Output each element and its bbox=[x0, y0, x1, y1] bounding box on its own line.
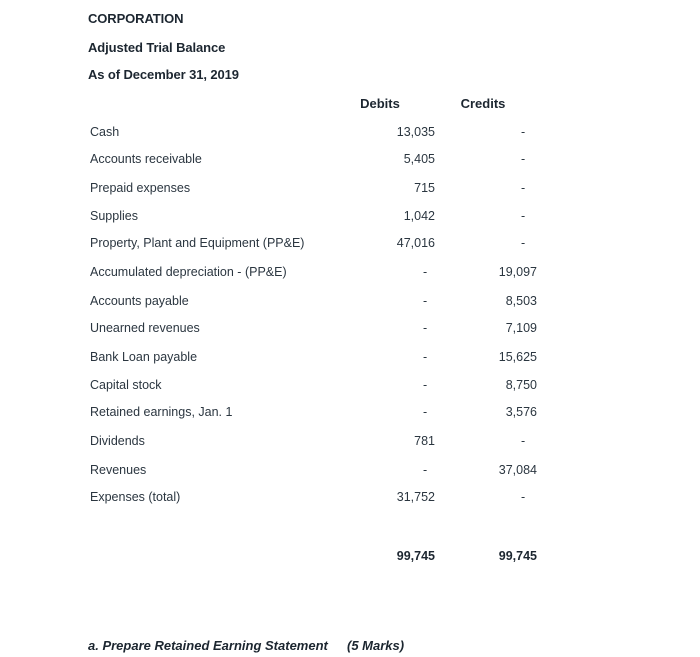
debit-value: - bbox=[423, 463, 428, 477]
account-name: Accounts receivable bbox=[90, 152, 202, 166]
account-name: Revenues bbox=[90, 463, 147, 477]
report-date: As of December 31, 2019 bbox=[88, 67, 239, 82]
table-row bbox=[0, 294, 700, 314]
debit-value: 5,405 bbox=[403, 152, 435, 166]
question-text: a. Prepare Retained Earning Statement bbox=[88, 638, 328, 653]
credit-value: - bbox=[521, 490, 526, 504]
debit-value: 715 bbox=[414, 181, 435, 195]
table-row bbox=[0, 405, 700, 425]
report-title: Adjusted Trial Balance bbox=[88, 40, 226, 55]
table-row bbox=[0, 490, 700, 510]
account-name: Prepaid expenses bbox=[90, 181, 191, 195]
account-name: Accumulated depreciation - (PP&E) bbox=[90, 265, 287, 279]
credit-value: - bbox=[521, 125, 526, 139]
credit-value: 37,084 bbox=[498, 463, 537, 477]
debit-value: 781 bbox=[414, 434, 435, 448]
debit-value: - bbox=[423, 378, 428, 392]
account-name: Unearned revenues bbox=[90, 321, 200, 335]
credit-value: - bbox=[521, 181, 526, 195]
account-name: Accounts payable bbox=[90, 294, 189, 308]
totals-row bbox=[0, 549, 700, 569]
table-row bbox=[0, 265, 700, 285]
table-row bbox=[0, 321, 700, 341]
table-row bbox=[0, 209, 700, 229]
debit-value: - bbox=[423, 350, 428, 364]
account-name: Property, Plant and Equipment (PP&E) bbox=[90, 236, 305, 250]
credit-value: 8,750 bbox=[505, 378, 537, 392]
credit-value: - bbox=[521, 236, 526, 250]
credit-value: 19,097 bbox=[498, 265, 537, 279]
credit-value: - bbox=[521, 434, 526, 448]
marks-text: (5 Marks) bbox=[347, 638, 405, 653]
debits-column-header: Debits bbox=[360, 96, 400, 111]
table-row bbox=[0, 463, 700, 483]
credit-value: 3,576 bbox=[505, 405, 537, 419]
credit-value: - bbox=[521, 152, 526, 166]
credit-value: 15,625 bbox=[498, 350, 537, 364]
table-row bbox=[0, 152, 700, 172]
debit-value: - bbox=[423, 294, 428, 308]
debit-value: 47,016 bbox=[396, 236, 435, 250]
account-name: Bank Loan payable bbox=[90, 350, 198, 364]
debit-value: - bbox=[423, 321, 428, 335]
total-debits: 99,745 bbox=[396, 549, 435, 563]
credit-value: 7,109 bbox=[505, 321, 537, 335]
debit-value: - bbox=[423, 405, 428, 419]
credit-value: 8,503 bbox=[505, 294, 537, 308]
account-name: Dividends bbox=[90, 434, 145, 448]
table-row bbox=[0, 378, 700, 398]
table-row bbox=[0, 125, 700, 145]
debit-value: 13,035 bbox=[396, 125, 435, 139]
total-credits: 99,745 bbox=[498, 549, 537, 563]
table-row bbox=[0, 236, 700, 256]
debit-value: 31,752 bbox=[396, 490, 435, 504]
account-name: Capital stock bbox=[90, 378, 162, 392]
account-name: Supplies bbox=[90, 209, 138, 223]
table-row bbox=[0, 350, 700, 370]
table-row bbox=[0, 434, 700, 454]
account-name: Expenses (total) bbox=[90, 490, 181, 504]
debit-value: 1,042 bbox=[403, 209, 435, 223]
table-row bbox=[0, 181, 700, 201]
account-name: Retained earnings, Jan. 1 bbox=[90, 405, 233, 419]
debit-value: - bbox=[423, 265, 428, 279]
company-name: CORPORATION bbox=[88, 11, 184, 26]
credits-column-header: Credits bbox=[460, 96, 506, 111]
account-name: Cash bbox=[90, 125, 120, 139]
credit-value: - bbox=[521, 209, 526, 223]
